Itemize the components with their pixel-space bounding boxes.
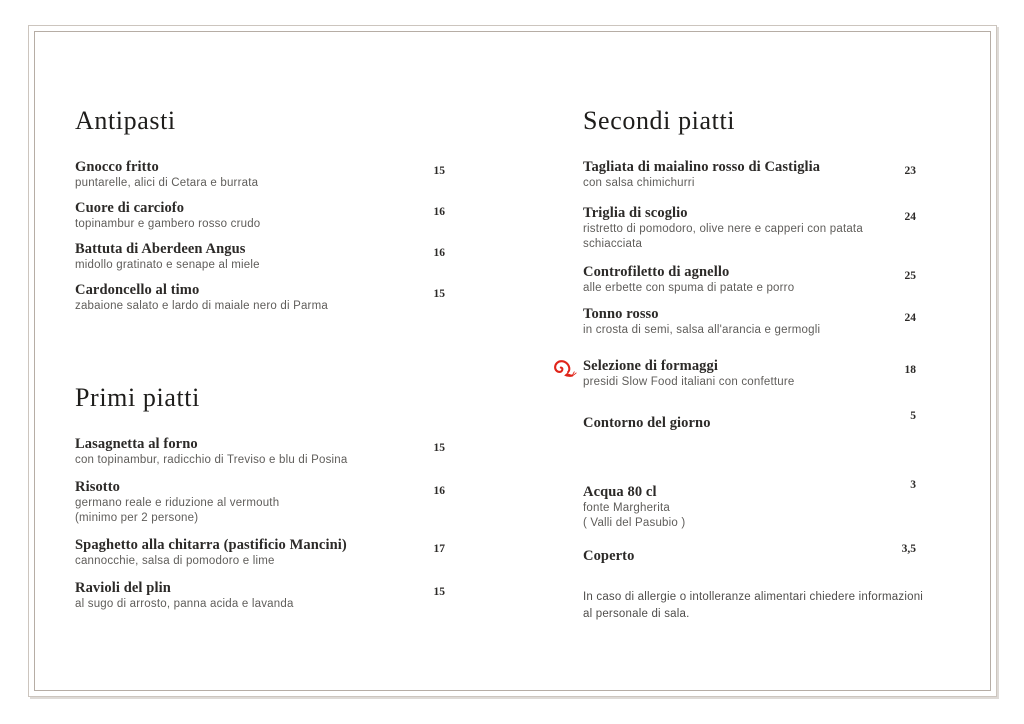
dish-name: Cuore di carciofo bbox=[75, 200, 185, 216]
dish-description: puntarelle, alici di Cetara e burrata bbox=[75, 177, 259, 189]
menu-item bbox=[583, 158, 916, 191]
dish-description: con salsa chimichurri bbox=[583, 177, 695, 189]
dish-name: Lasagnetta al forno bbox=[75, 436, 198, 452]
dish-price: 25 bbox=[904, 270, 916, 282]
menu-item bbox=[75, 536, 445, 569]
menu-item bbox=[75, 579, 445, 612]
dish-name: Gnocco fritto bbox=[75, 159, 159, 175]
dish-price: 15 bbox=[433, 288, 445, 300]
dish-description: midollo gratinato e senape al miele bbox=[75, 259, 260, 271]
dish-price: 3 bbox=[910, 479, 916, 491]
dish-description: al sugo di arrosto, panna acida e lavanda bbox=[75, 598, 294, 610]
dish-description: presidi Slow Food italiani con confetture bbox=[583, 376, 795, 388]
section-title-secondi-piatti: Secondi piatti bbox=[583, 106, 736, 135]
dish-description: topinambur e gambero rosso crudo bbox=[75, 218, 261, 230]
dish-price: 16 bbox=[433, 247, 445, 259]
dish-price: 16 bbox=[433, 206, 445, 218]
dish-price: 18 bbox=[904, 364, 916, 376]
dish-name: Tonno rosso bbox=[583, 306, 659, 322]
section-secondi-piatti bbox=[583, 106, 916, 565]
dish-name: Contorno del giorno bbox=[583, 415, 711, 431]
dish-description: ristretto di pomodoro, olive nere e capperi con patata schiacciata bbox=[583, 223, 863, 250]
dish-price: 3,5 bbox=[901, 543, 916, 555]
menu-item bbox=[583, 204, 916, 252]
dish-description: alle erbette con spuma di patate e porro bbox=[583, 282, 795, 294]
dish-name: Battuta di Aberdeen Angus bbox=[75, 241, 246, 257]
menu-item bbox=[75, 158, 445, 191]
menu-item bbox=[75, 435, 445, 468]
dish-price: 15 bbox=[433, 586, 445, 598]
dish-name: Tagliata di maialino rosso di Castiglia bbox=[583, 159, 821, 175]
allergy-footnote: In caso di allergie o intolleranze alimentari chiedere informazioni al personale di sala. bbox=[583, 591, 924, 620]
menu-item-selezione-formaggi bbox=[583, 357, 916, 390]
dish-name: Controfiletto di agnello bbox=[583, 264, 730, 280]
dish-name: Cardoncello al timo bbox=[75, 282, 200, 298]
menu-item bbox=[75, 240, 445, 273]
dish-price: 24 bbox=[904, 312, 916, 324]
dish-price: 23 bbox=[904, 165, 916, 177]
dish-name: Coperto bbox=[583, 548, 635, 564]
dish-name: Ravioli del plin bbox=[75, 580, 171, 596]
dish-price: 5 bbox=[910, 410, 916, 422]
dish-price: 16 bbox=[433, 485, 445, 497]
dish-name: Selezione di formaggi bbox=[583, 358, 718, 374]
dish-description-line2: (minimo per 2 persone) bbox=[75, 512, 199, 524]
dish-description: fonte Margherita bbox=[583, 502, 670, 514]
section-antipasti bbox=[75, 106, 445, 322]
dish-description: in crosta di semi, salsa all'arancia e germogli bbox=[583, 324, 821, 336]
dish-description: con topinambur, radicchio di Treviso e blu di Posina bbox=[75, 454, 348, 466]
section-title-antipasti: Antipasti bbox=[75, 106, 176, 135]
dish-price: 24 bbox=[904, 211, 916, 223]
menu-item bbox=[583, 263, 916, 296]
menu-item bbox=[583, 543, 916, 565]
dish-description: zabaione salato e lardo di maiale nero di Parma bbox=[75, 300, 328, 312]
dish-description: germano reale e riduzione al vermouth bbox=[75, 497, 280, 509]
slow-food-snail-icon bbox=[549, 355, 577, 381]
dish-description: cannocchie, salsa di pomodoro e lime bbox=[75, 555, 275, 567]
menu-item bbox=[75, 281, 445, 314]
dish-name: Risotto bbox=[75, 479, 120, 495]
menu-item bbox=[583, 479, 916, 531]
dish-description-line2: ( Valli del Pasubio ) bbox=[583, 517, 686, 529]
section-title-primi-piatti: Primi piatti bbox=[75, 383, 200, 412]
menu-item bbox=[75, 199, 445, 232]
dish-name: Triglia di scoglio bbox=[583, 205, 688, 221]
menu-item bbox=[583, 305, 916, 338]
dish-name: Spaghetto alla chitarra (pastificio Mancini) bbox=[75, 537, 347, 553]
dish-name: Acqua 80 cl bbox=[583, 484, 657, 500]
dish-price: 17 bbox=[433, 543, 445, 555]
menu-item bbox=[75, 478, 445, 526]
menu-item bbox=[583, 410, 916, 432]
dish-price: 15 bbox=[433, 442, 445, 454]
dish-price: 15 bbox=[433, 165, 445, 177]
section-primi-piatti bbox=[75, 383, 445, 622]
